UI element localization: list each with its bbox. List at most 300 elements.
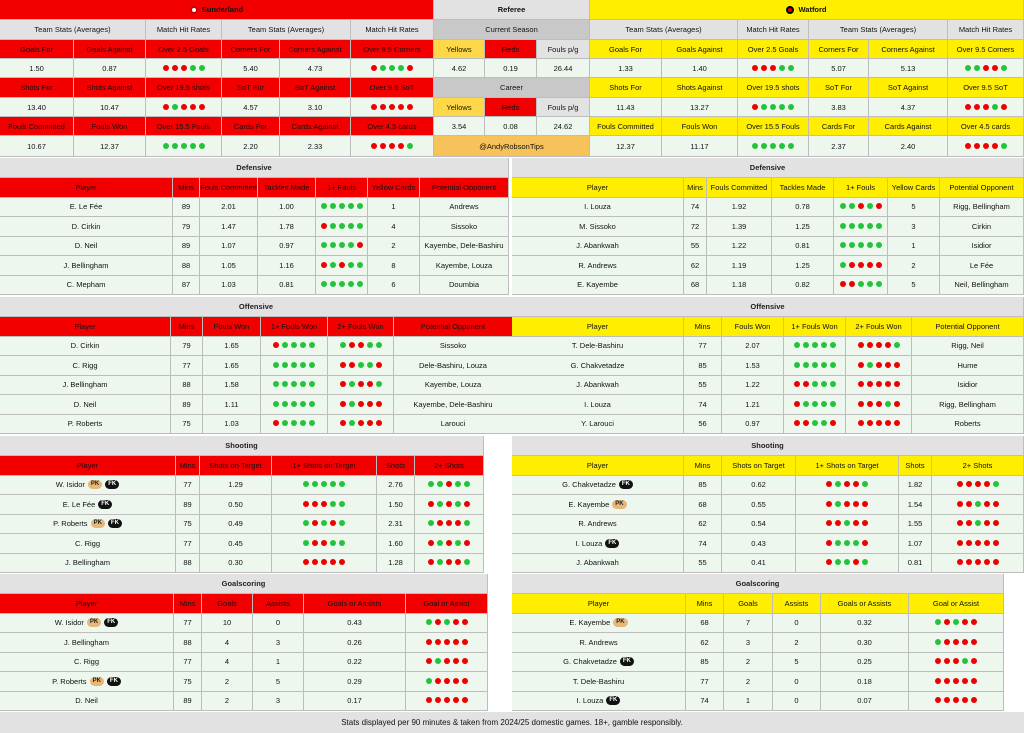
miss-dot xyxy=(312,540,318,546)
hit-dot xyxy=(821,401,827,407)
hit-dot xyxy=(291,381,297,387)
column-header: Potential Opponent xyxy=(394,317,513,337)
miss-dot xyxy=(957,559,963,565)
player-name-text: P. Roberts xyxy=(52,676,87,686)
hit-dot xyxy=(309,401,315,407)
hit-rate-dots xyxy=(415,476,484,496)
offensive-col-1: 89 xyxy=(171,395,203,415)
miss-dot xyxy=(312,520,318,526)
home-stat-label: Over 9.5 SoT xyxy=(351,78,434,98)
away-stat-label: Cards For xyxy=(809,117,869,136)
player-name xyxy=(512,376,684,396)
player-name-text: D. Neil xyxy=(75,696,98,706)
goalscoring-col-1: 75 xyxy=(174,672,202,692)
miss-dot xyxy=(340,381,346,387)
away-hit-rates-header-2: Match Hit Rates xyxy=(948,20,1024,40)
miss-dot xyxy=(858,420,864,426)
column-header: Mins xyxy=(174,594,202,614)
miss-dot xyxy=(993,501,999,507)
miss-dot xyxy=(984,559,990,565)
player-name xyxy=(512,356,684,376)
player-name-text: W. Isidor xyxy=(55,480,85,490)
hit-dot xyxy=(965,65,971,71)
player-name-text: C. Rigg xyxy=(72,360,98,370)
form-dots xyxy=(424,696,469,705)
defensive-col-3: 0.82 xyxy=(772,276,834,296)
hit-rate-dots xyxy=(846,415,912,435)
home-stat-value: 2.33 xyxy=(280,136,351,157)
miss-dot xyxy=(953,658,959,664)
form-dots xyxy=(856,380,901,389)
player-name-text: G. Chakvetadze xyxy=(563,657,617,667)
player-name-text: G. Chakvetadze xyxy=(570,360,625,370)
away-stat-label: Over 15.5 Fouls xyxy=(738,117,809,136)
defensive-col-5: 3 xyxy=(888,217,940,237)
fk-taker-badge: FK xyxy=(619,480,633,489)
watford-crest-icon xyxy=(786,6,794,14)
hit-rate-dots xyxy=(328,376,394,396)
away-stat-value: 5.07 xyxy=(809,59,869,78)
form-dots xyxy=(272,400,317,409)
pk-taker-badge: PK xyxy=(612,500,626,509)
hit-dot xyxy=(1001,65,1007,71)
hit-dot xyxy=(426,619,432,625)
hit-dot xyxy=(330,203,336,209)
miss-dot xyxy=(435,678,441,684)
shooting-col-2: 1.29 xyxy=(200,476,272,496)
miss-dot xyxy=(858,362,864,368)
form-dots xyxy=(963,103,1008,112)
hit-rate-dots xyxy=(415,554,484,574)
referee-career-reds: 0.08 xyxy=(485,117,537,136)
form-dots xyxy=(302,519,347,528)
home-stat-label: SoT Against xyxy=(280,78,351,98)
miss-dot xyxy=(953,639,959,645)
hit-dot xyxy=(282,362,288,368)
form-dots xyxy=(825,539,870,548)
hit-dot xyxy=(812,401,818,407)
hit-dot xyxy=(840,203,846,209)
home-hit-rate xyxy=(146,98,222,117)
goalscoring-col-1: 89 xyxy=(174,692,202,712)
defensive-col-2: 1.19 xyxy=(707,256,772,276)
miss-dot xyxy=(853,501,859,507)
shooting-section-title: Shooting xyxy=(512,436,1024,456)
miss-dot xyxy=(273,420,279,426)
away-team-stats xyxy=(590,0,1024,158)
miss-dot xyxy=(975,559,981,565)
offensive-col-2: 1.03 xyxy=(203,415,261,435)
hit-rate-dots xyxy=(834,256,888,276)
hit-dot xyxy=(321,281,327,287)
player-name-text: G. Chakvetadze xyxy=(562,480,616,490)
form-dots xyxy=(302,539,347,548)
home-stat-label: Goals Against xyxy=(74,40,146,59)
miss-dot xyxy=(273,342,279,348)
hit-dot xyxy=(300,381,306,387)
hit-dot xyxy=(788,65,794,71)
hit-dot xyxy=(309,420,315,426)
referee-career-fouls-header: Fouls p/g xyxy=(537,98,590,117)
hit-rate-dots xyxy=(415,495,484,515)
hit-dot xyxy=(993,481,999,487)
miss-dot xyxy=(312,559,318,565)
miss-dot xyxy=(462,678,468,684)
shooting-col-1: 77 xyxy=(176,534,200,554)
column-header: Potential Opponent xyxy=(912,317,1024,337)
form-dots xyxy=(272,341,317,350)
miss-dot xyxy=(444,678,450,684)
away-hit-rate xyxy=(738,59,809,78)
referee-career-fouls: 24.62 xyxy=(537,117,590,136)
away-stat-label: Goals For xyxy=(590,40,662,59)
defensive-col-2: 1.18 xyxy=(707,276,772,296)
player-name-text: J. Abankwah xyxy=(576,241,619,251)
defensive-col-2: 1.47 xyxy=(200,217,258,237)
hit-dot xyxy=(303,481,309,487)
player-name-text: J. Bellingham xyxy=(63,260,109,270)
miss-dot xyxy=(984,481,990,487)
player-name xyxy=(0,276,173,296)
form-dots xyxy=(856,400,901,409)
player-name-text: P. Roberts xyxy=(53,519,88,529)
miss-dot xyxy=(962,678,968,684)
miss-dot xyxy=(993,559,999,565)
player-name xyxy=(512,337,684,357)
player-name-text: R. Andrews xyxy=(578,260,617,270)
miss-dot xyxy=(853,481,859,487)
hit-rate-dots xyxy=(834,237,888,257)
away-stat-value: 1.40 xyxy=(662,59,738,78)
miss-dot xyxy=(953,678,959,684)
miss-dot xyxy=(435,697,441,703)
hit-dot xyxy=(867,223,873,229)
home-shooting-table xyxy=(0,436,512,573)
goalscoring-col-3: 0 xyxy=(773,692,821,712)
defensive-col-3: 0.78 xyxy=(772,198,834,218)
offensive-col-2: 1.11 xyxy=(203,395,261,415)
shooting-col-2: 0.45 xyxy=(200,534,272,554)
hit-dot xyxy=(199,143,205,149)
miss-dot xyxy=(971,697,977,703)
away-hit-rate xyxy=(948,59,1024,78)
miss-dot xyxy=(444,697,450,703)
player-name-text: C. Rigg xyxy=(74,538,100,548)
hit-dot xyxy=(407,143,413,149)
hit-rate-dots xyxy=(834,276,888,296)
form-dots xyxy=(792,361,837,370)
goalscoring-col-1: 77 xyxy=(686,672,724,692)
player-name-text: J. Bellingham xyxy=(64,558,111,568)
hit-rate-dots xyxy=(784,415,846,435)
defensive-col-2: 2.01 xyxy=(200,198,258,218)
miss-dot xyxy=(853,559,859,565)
miss-dot xyxy=(398,104,404,110)
shooting-section-title: Shooting xyxy=(0,436,484,456)
hit-dot xyxy=(348,281,354,287)
hit-dot xyxy=(779,143,785,149)
hit-rate-dots xyxy=(272,476,377,496)
column-header: Player xyxy=(512,317,684,337)
hit-dot xyxy=(779,104,785,110)
away-shooting-table xyxy=(512,436,1024,573)
player-name-text: E. Le Fée xyxy=(62,499,96,509)
miss-dot xyxy=(428,559,434,565)
hit-dot xyxy=(779,65,785,71)
miss-dot xyxy=(885,381,891,387)
referee-fouls-header: Fouls p/g xyxy=(537,40,590,59)
player-name xyxy=(512,515,684,535)
referee-season-reds: 0.19 xyxy=(485,59,537,78)
miss-dot xyxy=(794,401,800,407)
hit-dot xyxy=(312,481,318,487)
goalscoring-col-3: 0 xyxy=(253,614,304,634)
defensive-col-3: 1.00 xyxy=(258,198,316,218)
defensive-col-3: 1.25 xyxy=(772,217,834,237)
form-dots xyxy=(338,380,383,389)
home-stat-value: 12.37 xyxy=(74,136,146,157)
hit-dot xyxy=(803,342,809,348)
goalscoring-section-title: Goalscoring xyxy=(512,574,1004,594)
miss-dot xyxy=(971,639,977,645)
referee-reds-header: Reds xyxy=(485,40,537,59)
miss-dot xyxy=(340,362,346,368)
form-dots xyxy=(424,657,469,666)
shooting-col-1: 88 xyxy=(176,554,200,574)
home-team-title: Sunderland xyxy=(0,0,434,20)
form-dots xyxy=(825,480,870,489)
miss-dot xyxy=(367,381,373,387)
goalscoring-col-1: 88 xyxy=(174,633,202,653)
goalscoring-col-2: 2 xyxy=(202,692,253,712)
miss-dot xyxy=(862,501,868,507)
hit-dot xyxy=(821,420,827,426)
miss-dot xyxy=(885,342,891,348)
offensive-col-5: Sissoko xyxy=(394,337,513,357)
away-hit-rates-header: Match Hit Rates xyxy=(738,20,809,40)
form-dots xyxy=(338,400,383,409)
form-dots xyxy=(838,202,883,211)
shooting-col-1: 89 xyxy=(176,495,200,515)
hit-dot xyxy=(935,619,941,625)
miss-dot xyxy=(983,65,989,71)
player-name xyxy=(512,692,686,712)
referee-season-label: Current Season xyxy=(434,20,590,40)
miss-dot xyxy=(935,678,941,684)
player-name-text: I. Louza xyxy=(584,399,611,409)
offensive-col-2: 1.21 xyxy=(722,395,784,415)
column-header: Tackles Made xyxy=(772,178,834,198)
column-header: Shots xyxy=(899,456,932,476)
away-stat-label: Corners Against xyxy=(869,40,948,59)
referee-career-yellows-header: Yellows xyxy=(434,98,485,117)
hit-dot xyxy=(761,143,767,149)
hit-dot xyxy=(975,501,981,507)
hit-dot xyxy=(867,362,873,368)
hit-rate-dots xyxy=(328,337,394,357)
miss-dot xyxy=(944,678,950,684)
player-name xyxy=(0,672,174,692)
hit-dot xyxy=(830,362,836,368)
miss-dot xyxy=(944,658,950,664)
column-header: 1+ Fouls Won xyxy=(784,317,846,337)
hit-dot xyxy=(282,381,288,387)
offensive-col-5: Rigg, Neil xyxy=(912,337,1024,357)
hit-dot xyxy=(840,223,846,229)
shooting-col-2: 0.30 xyxy=(200,554,272,574)
goalscoring-col-2: 1 xyxy=(724,692,773,712)
hit-dot xyxy=(291,362,297,368)
miss-dot xyxy=(339,262,345,268)
miss-dot xyxy=(867,262,873,268)
miss-dot xyxy=(330,520,336,526)
goalscoring-section-title: Goalscoring xyxy=(0,574,488,594)
player-name xyxy=(0,476,176,496)
form-dots xyxy=(792,341,837,350)
miss-dot xyxy=(894,401,900,407)
player-name xyxy=(0,614,174,634)
miss-dot xyxy=(426,658,432,664)
pk-taker-badge: PK xyxy=(90,677,104,686)
column-header: Mins xyxy=(176,456,200,476)
pk-taker-badge: PK xyxy=(87,618,101,627)
hit-dot xyxy=(835,501,841,507)
hit-dot xyxy=(339,481,345,487)
player-name xyxy=(0,653,174,673)
miss-dot xyxy=(1001,104,1007,110)
hit-dot xyxy=(862,481,868,487)
column-header: Mins xyxy=(684,178,707,198)
miss-dot xyxy=(752,104,758,110)
defensive-col-2: 1.22 xyxy=(707,237,772,257)
miss-dot xyxy=(181,65,187,71)
column-header: Goal or Assist xyxy=(909,594,1004,614)
hit-rate-dots xyxy=(261,356,328,376)
hit-rate-dots xyxy=(415,534,484,554)
offensive-col-1: 85 xyxy=(684,356,722,376)
defensive-section-title: Defensive xyxy=(0,158,509,178)
goalscoring-col-3: 0 xyxy=(773,614,821,634)
miss-dot xyxy=(464,501,470,507)
miss-dot xyxy=(867,401,873,407)
form-dots xyxy=(792,419,837,428)
column-header: Yellow Cards xyxy=(368,178,420,198)
goalscoring-col-4: 0.22 xyxy=(304,653,406,673)
form-dots xyxy=(751,64,796,73)
miss-dot xyxy=(944,697,950,703)
miss-dot xyxy=(876,262,882,268)
form-dots xyxy=(825,558,870,567)
column-header: 2+ Fouls Won xyxy=(846,317,912,337)
hit-dot xyxy=(321,242,327,248)
referee-career-yellows: 3.54 xyxy=(434,117,485,136)
shooting-col-2: 0.43 xyxy=(722,534,796,554)
goalscoring-col-2: 10 xyxy=(202,614,253,634)
hit-dot xyxy=(376,381,382,387)
player-name xyxy=(0,554,176,574)
player-name-text: M. Sissoko xyxy=(579,221,616,231)
hit-rate-dots xyxy=(328,415,394,435)
defensive-col-5: 6 xyxy=(368,276,420,296)
offensive-col-2: 1.65 xyxy=(203,337,261,357)
fk-taker-badge: FK xyxy=(108,519,122,528)
miss-dot xyxy=(957,540,963,546)
hit-dot xyxy=(788,143,794,149)
miss-dot xyxy=(935,658,941,664)
hit-dot xyxy=(357,223,363,229)
miss-dot xyxy=(312,501,318,507)
column-header: 1+ Fouls xyxy=(834,178,888,198)
player-name xyxy=(0,633,174,653)
form-dots xyxy=(161,142,206,151)
miss-dot xyxy=(453,678,459,684)
away-stat-value: 2.40 xyxy=(869,136,948,157)
referee-season-yellows: 4.62 xyxy=(434,59,485,78)
shooting-col-4: 0.81 xyxy=(899,554,932,574)
column-header: Potential Opponent xyxy=(940,178,1024,198)
away-team-title: Watford xyxy=(590,0,1024,20)
hit-rate-dots xyxy=(272,554,377,574)
hit-dot xyxy=(803,401,809,407)
form-dots xyxy=(856,341,901,350)
offensive-col-1: 75 xyxy=(171,415,203,435)
offensive-col-5: Larouci xyxy=(394,415,513,435)
hit-dot xyxy=(321,481,327,487)
form-dots xyxy=(838,241,883,250)
home-hit-rates-header: Match Hit Rates xyxy=(146,20,222,40)
miss-dot xyxy=(993,540,999,546)
twitter-handle[interactable]: @AndyRobsonTips xyxy=(434,136,590,157)
hit-dot xyxy=(282,342,288,348)
form-dots xyxy=(424,677,469,686)
home-hit-rate xyxy=(351,136,434,157)
player-name xyxy=(512,415,684,435)
miss-dot xyxy=(435,639,441,645)
pk-taker-badge: PK xyxy=(91,519,105,528)
defensive-col-5: 2 xyxy=(368,237,420,257)
hit-dot xyxy=(770,143,776,149)
hit-rate-dots xyxy=(328,395,394,415)
hit-dot xyxy=(367,362,373,368)
home-hit-rates-header-2: Match Hit Rates xyxy=(351,20,434,40)
miss-dot xyxy=(303,559,309,565)
player-name xyxy=(512,276,684,296)
player-name-text: E. Kayembe xyxy=(569,618,611,628)
form-dots xyxy=(955,558,1000,567)
player-name xyxy=(512,554,684,574)
form-dots xyxy=(161,64,206,73)
miss-dot xyxy=(794,420,800,426)
defensive-col-6: Isidior xyxy=(940,237,1024,257)
hit-dot xyxy=(273,362,279,368)
player-name-text: W. Isidor xyxy=(54,618,84,628)
hit-rate-dots xyxy=(796,476,899,496)
player-name xyxy=(512,256,684,276)
defensive-col-5: 8 xyxy=(368,256,420,276)
player-name xyxy=(512,198,684,218)
home-hit-rate xyxy=(146,59,222,78)
goalscoring-col-2: 2 xyxy=(724,672,773,692)
player-name xyxy=(0,237,173,257)
home-stat-value: 4.73 xyxy=(280,59,351,78)
hit-rate-dots xyxy=(784,376,846,396)
hit-dot xyxy=(367,342,373,348)
miss-dot xyxy=(455,559,461,565)
miss-dot xyxy=(974,104,980,110)
hit-dot xyxy=(770,104,776,110)
column-header: Shots on Target xyxy=(200,456,272,476)
form-dots xyxy=(838,280,883,289)
